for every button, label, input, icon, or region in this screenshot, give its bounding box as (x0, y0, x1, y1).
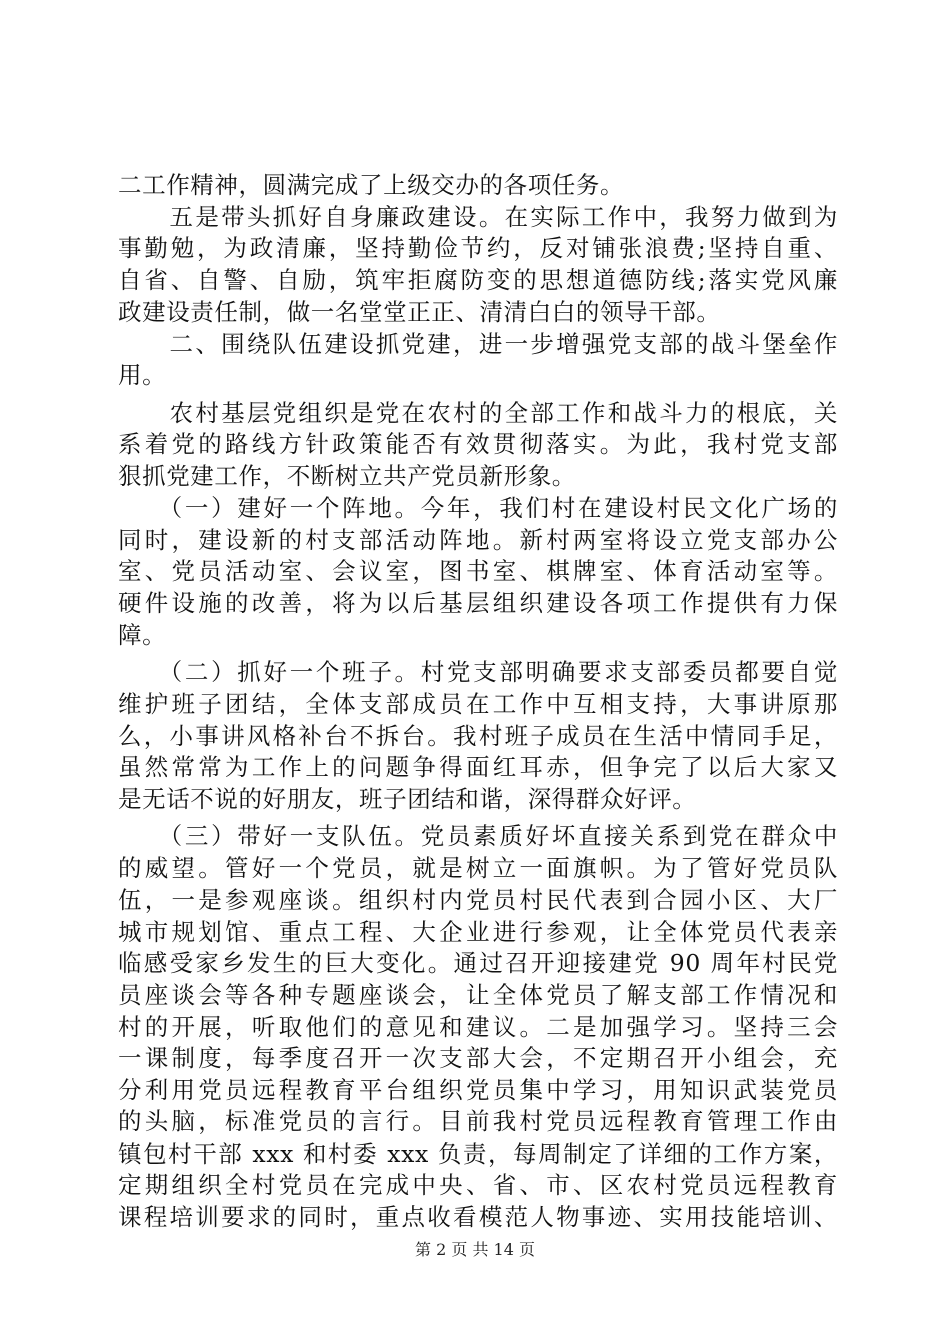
text-line: 一课制度，每季度召开一次支部大会，不定期召开小组会，充 (118, 1044, 838, 1072)
text-line: 维护班子团结，全体支部成员在工作中互相支持，大事讲原那 (118, 690, 838, 718)
page-number-footer: 第 2 页 共 14 页 (415, 1240, 535, 1259)
text-line: 障。 (118, 621, 167, 649)
text-line: 二、围绕队伍建设抓党建，进一步增强党支部的战斗堡垒作 (118, 330, 838, 358)
text-line: 临感受家乡发生的巨大变化。通过召开迎接建党 90 周年村民党 (118, 949, 838, 977)
text-line: 硬件设施的改善，将为以后基层组织建设各项工作提供有力保 (118, 589, 838, 617)
text-line: 课程培训要求的同时，重点收看模范人物事迹、实用技能培训、 (118, 1203, 838, 1231)
text-line: 员座谈会等各种专题座谈会，让全体党员了解支部工作情况和 (118, 981, 838, 1009)
text-line: 么，小事讲风格补台不拆台。我村班子成员在生活中情同手足， (118, 722, 838, 750)
text-line: 同时，建设新的村支部活动阵地。新村两室将设立党支部办公 (118, 526, 838, 554)
text-line: 的威望。管好一个党员，就是树立一面旗帜。为了管好党员队 (118, 854, 838, 882)
text-line: 用。 (118, 361, 167, 389)
text-line: 虽然常常为工作上的问题争得面红耳赤，但争完了以后大家又 (118, 753, 838, 781)
text-line: 村的开展，听取他们的意见和建议。二是加强学习。坚持三会 (118, 1013, 838, 1041)
text-line: 系着党的路线方针政策能否有效贯彻落实。为此，我村党支部 (118, 430, 838, 458)
text-line: 自省、自警、自励，筑牢拒腐防变的思想道德防线;落实党风廉 (118, 266, 838, 294)
text-line: 二工作精神，圆满完成了上级交办的各项任务。 (118, 171, 625, 199)
text-line: 农村基层党组织是党在农村的全部工作和战斗力的根底，关 (118, 399, 838, 427)
text-line: 是无话不说的好朋友，班子团结和谐，深得群众好评。 (118, 785, 697, 813)
text-line: （一）建好一个阵地。今年，我们村在建设村民文化广场的 (118, 494, 838, 522)
text-line: 室、党员活动室、会议室，图书室、棋牌室、体育活动室等。 (118, 557, 838, 585)
text-line: 五是带头抓好自身廉政建设。在实际工作中，我努力做到为 (118, 203, 838, 231)
text-line: 的头脑，标准党员的言行。目前我村党员远程教育管理工作由 (118, 1107, 838, 1135)
text-line: 狠抓党建工作，不断树立共产党员新形象。 (118, 462, 576, 490)
text-line: 伍，一是参观座谈。组织村内党员村民代表到合园小区、大厂 (118, 886, 838, 914)
text-line: 镇包村干部 xxx 和村委 xxx 负责，每周制定了详细的工作方案， (118, 1140, 838, 1168)
text-line: 政建设责任制，做一名堂堂正正、清清白白的领导干部。 (118, 298, 721, 326)
text-line: （三）带好一支队伍。党员素质好坏直接关系到党在群众中 (118, 822, 838, 850)
text-line: 分利用党员远程教育平台组织党员集中学习，用知识武装党员 (118, 1076, 838, 1104)
text-line: 城市规划馆、重点工程、大企业进行参观，让全体党员代表亲 (118, 918, 838, 946)
text-line: 定期组织全村党员在完成中央、省、市、区农村党员远程教育 (118, 1171, 838, 1199)
text-line: 事勤勉，为政清廉，坚持勤俭节约，反对铺张浪费;坚持自重、 (118, 234, 838, 262)
text-line: （二）抓好一个班子。村党支部明确要求支部委员都要自觉 (118, 658, 838, 686)
